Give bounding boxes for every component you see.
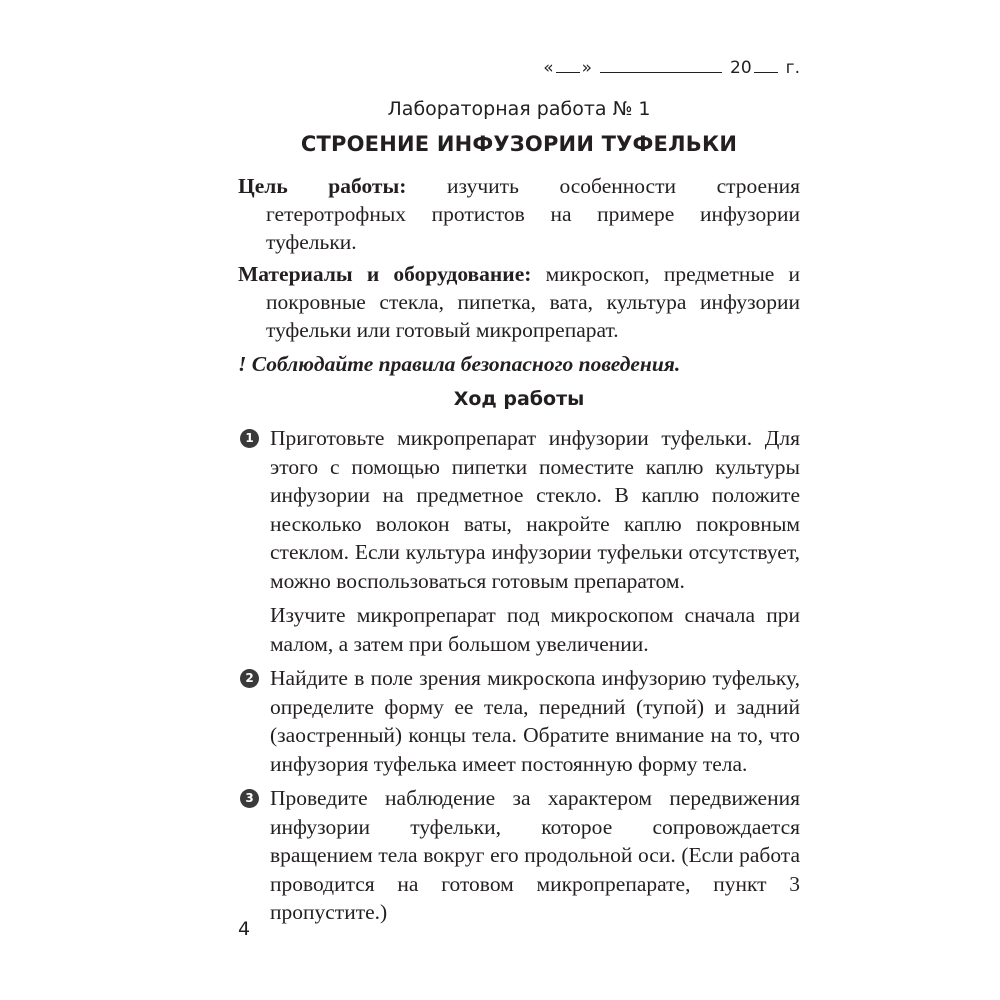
goal-label: Цель работы:	[238, 174, 407, 198]
step-2-text: Найдите в поле зрения микроскопа инфузорию туфельку, определите форму ее тела, передний (тупой) и задний (заостренный) концы тела. Обратите внимание на то, что инфузория туфелька имеет постоянную форму тела.	[270, 666, 800, 776]
page-number: 4	[238, 918, 251, 940]
step-number-badge: 2	[240, 669, 259, 688]
year-suffix: г.	[785, 58, 800, 78]
lab-title: СТРОЕНИЕ ИНФУЗОРИИ ТУФЕЛЬКИ	[300, 132, 738, 156]
goal-text: изучить особенности строения гетеротрофных протистов на примере инфузории туфельки.	[266, 174, 800, 254]
goal-paragraph	[238, 172, 800, 256]
lab-number: Лабораторная работа № 1	[387, 98, 651, 120]
year-blank	[754, 58, 778, 73]
date-close-quote: »	[581, 58, 593, 78]
materials-text: микроскоп, предметные и покровные стекла, пипетка, вата, культура инфузории туфельки или готовый микропрепарат.	[266, 262, 801, 342]
date-line	[238, 58, 800, 86]
step-1-text: Приготовьте микропрепарат инфузории туфельки. Для этого с помощью пипетки поместите каплю культуры инфузории на предметное стекло. В каплю положите несколько волокон ваты, накройте каплю покровным стеклом. Если культура инфузории туфельки отсутствует, можно воспользоваться готовым препаратом.	[270, 426, 800, 593]
step-3	[238, 784, 800, 927]
progress-title: Ход работы	[453, 388, 585, 410]
materials-paragraph	[238, 260, 800, 344]
day-blank	[556, 58, 580, 73]
safety-warning: ! Соблюдайте правила безопасного поведения.	[238, 352, 681, 376]
worksheet-page	[238, 58, 800, 958]
step-number-badge: 3	[240, 789, 259, 808]
month-blank	[600, 58, 722, 73]
step-1-text-continued: Изучите микропрепарат под микроскопом сначала при малом, а затем при большом увеличении.	[270, 603, 800, 656]
step-2	[238, 664, 800, 778]
materials-label: Материалы и оборудование:	[238, 262, 532, 286]
step-number-badge: 1	[240, 429, 259, 448]
date-open-quote: «	[543, 58, 554, 78]
year-prefix: 20	[730, 58, 752, 78]
step-1	[238, 424, 800, 658]
step-3-text: Проведите наблюдение за характером передвижения инфузории туфельки, которое сопровождается вращением тела вокруг его продольной оси. (Если работа проводится на готовом микропрепарате, пункт 3 пропустите.)	[270, 786, 800, 924]
